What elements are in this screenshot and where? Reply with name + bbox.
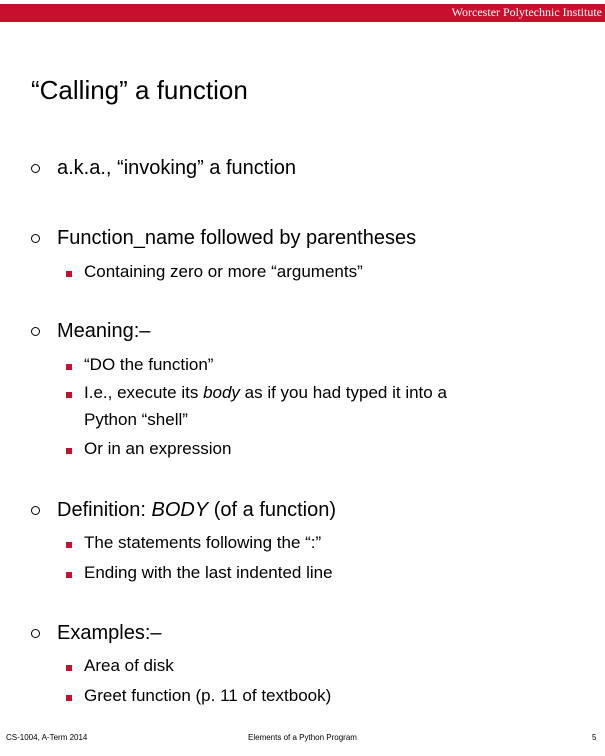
sub-bullet-item <box>66 535 321 562</box>
footer-course: CS-1004, A-Term 2014 <box>6 733 88 742</box>
bullet-item <box>31 621 162 645</box>
square-bullet-icon <box>66 448 72 454</box>
bullet-item <box>31 498 336 522</box>
square-bullet-icon <box>66 392 72 398</box>
sub-bullet-item <box>66 385 447 439</box>
sub-bullet-item <box>66 658 174 685</box>
sub-bullet-text: Greet function (p. 11 of textbook) <box>84 686 332 705</box>
sub-bullet-item <box>66 688 331 715</box>
sub-bullet-text: “DO the function” <box>84 355 214 374</box>
circle-bullet-icon <box>31 629 40 638</box>
circle-bullet-icon <box>31 234 40 243</box>
sub-bullet-text: Or in an expression <box>84 439 232 458</box>
circle-bullet-icon <box>31 327 40 336</box>
bullet-text: Function_name followed by parentheses <box>57 227 417 249</box>
sub-bullet-item <box>66 441 231 468</box>
bullet-text: Meaning:– <box>57 320 151 342</box>
bullet-text: Definition: BODY (of a function) <box>57 499 337 521</box>
slide-title: “Calling” a function <box>31 75 248 105</box>
body-emphasis: BODY <box>151 499 209 521</box>
sub-bullet-item <box>66 264 363 291</box>
sub-bullet-text: Containing zero or more “arguments” <box>84 262 363 281</box>
sub-bullet-item <box>66 565 333 592</box>
institution-name: Worcester Polytechnic Institute <box>451 5 602 19</box>
bullet-text: Examples:– <box>57 622 162 644</box>
body-emphasis: body <box>203 383 240 402</box>
square-bullet-icon <box>66 572 72 578</box>
footer-page-number: 5 <box>592 733 597 742</box>
bullet-text: a.k.a., “invoking” a function <box>57 157 297 179</box>
bullet-item <box>31 226 416 250</box>
square-bullet-icon <box>66 271 72 277</box>
sub-bullet-text: I.e., execute its body as if you had typed it into a Python “shell” <box>84 383 447 429</box>
sub-bullet-text: Area of disk <box>84 656 174 675</box>
square-bullet-icon <box>66 695 72 701</box>
bullet-item <box>31 156 296 180</box>
circle-bullet-icon <box>31 164 40 173</box>
square-bullet-icon <box>66 665 72 671</box>
sub-bullet-text: Ending with the last indented line <box>84 563 333 582</box>
bullet-item <box>31 319 150 343</box>
circle-bullet-icon <box>31 506 40 515</box>
sub-bullet-text: The statements following the “:” <box>84 533 322 552</box>
footer-topic: Elements of a Python Program <box>248 733 357 742</box>
square-bullet-icon <box>66 364 72 370</box>
square-bullet-icon <box>66 542 72 548</box>
